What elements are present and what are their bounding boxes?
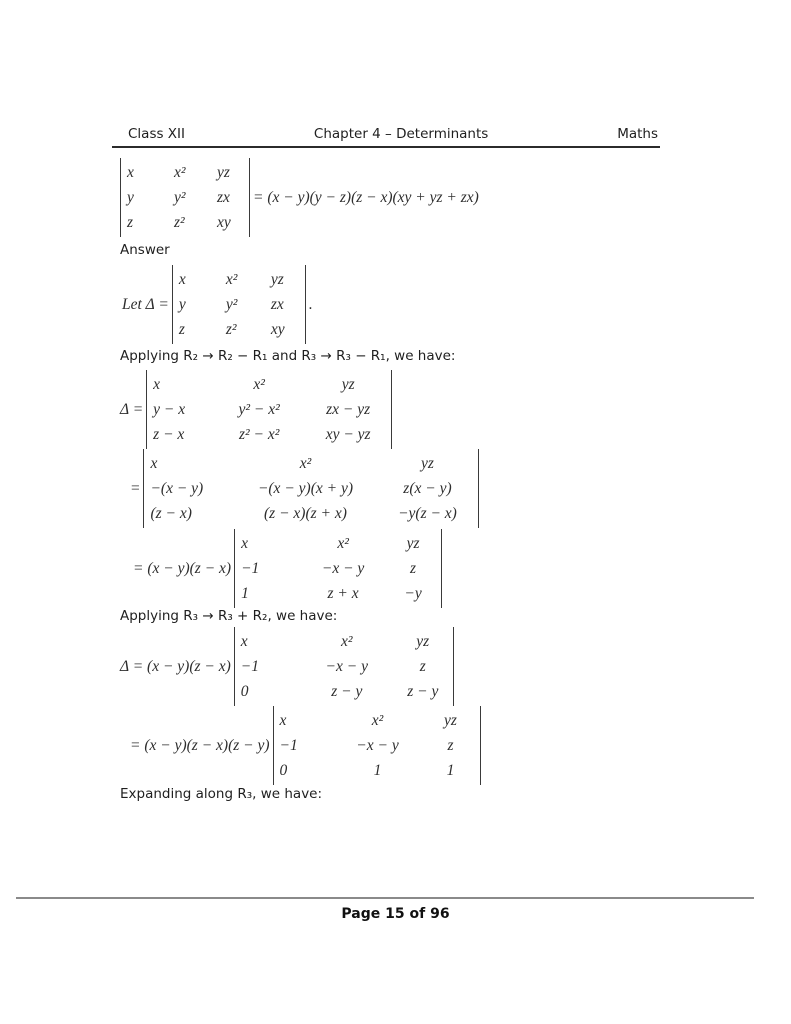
matrix-cell: −(x − y) [150, 480, 204, 497]
matrix-cell: y − x [153, 401, 186, 418]
equation-prefix: = (x − y)(z − x) [133, 559, 232, 577]
equation-prefix: = [130, 479, 141, 497]
matrix-cell: z + x [327, 585, 359, 602]
matrix-cell: xy − yz [325, 426, 371, 443]
matrix-cell: x [178, 271, 186, 288]
matrix-cell: x [240, 633, 248, 650]
determinant-matrix [172, 265, 306, 344]
equation-prefix: Δ = (x − y)(z − x) [120, 657, 231, 675]
matrix-cell: xy [270, 321, 285, 338]
matrix-cell: −x − y [321, 560, 365, 577]
step2-equation [130, 449, 700, 528]
matrix-cell: z [419, 658, 426, 675]
matrix-cell: 1 [373, 762, 382, 779]
page-number: Page 15 of 96 [341, 906, 450, 922]
matrix-cell: y [178, 296, 186, 313]
matrix-cell: x [279, 712, 287, 729]
matrix-cell: z² − x² [238, 426, 280, 443]
matrix-cell: yz [444, 712, 457, 729]
applying-r2-r3-label: Applying R₂ → R₂ − R₁ and R₃ → R₃ − R₁, we have: [120, 348, 456, 364]
matrix-cell: x² [299, 455, 312, 472]
matrix-cell: z − y [407, 683, 439, 700]
matrix-cell: x² [337, 535, 349, 552]
equation-prefix: Let Δ = [122, 295, 169, 313]
matrix-cell: z(x − y) [403, 480, 452, 497]
header-chapter-title: Chapter 4 – Determinants [313, 126, 489, 142]
matrix-cell: z [127, 214, 134, 231]
matrix-cell: x² [341, 633, 353, 650]
page-footer [0, 897, 791, 922]
expanding-label: Expanding along R₃, we have: [120, 786, 323, 802]
matrix-cell: −x − y [325, 658, 368, 675]
matrix-cell: x [127, 164, 134, 181]
matrix-cell: 0 [240, 683, 249, 700]
matrix-cell: −(x − y)(x + y) [257, 480, 353, 497]
matrix-cell: (z − x)(z + x) [264, 505, 347, 522]
matrix-cell: y² [225, 296, 238, 313]
step3-equation [133, 529, 700, 608]
matrix-cell: yz [421, 455, 434, 472]
equation-prefix: = (x − y)(z − x)(z − y) [130, 736, 270, 754]
matrix-cell: yz [270, 271, 284, 288]
matrix-cell: −1 [241, 560, 260, 577]
matrix-cell: yz [341, 376, 355, 393]
matrix-cell: x² [253, 376, 265, 393]
matrix-cell: x [150, 455, 158, 472]
step1-equation [120, 370, 700, 449]
header-class-label: Class XII [128, 126, 186, 142]
matrix-cell: zx [217, 189, 230, 206]
matrix-cell: z − y [331, 683, 363, 700]
step5-equation [130, 706, 700, 785]
answer-label: Answer [120, 242, 170, 258]
matrix-cell: z² [174, 214, 185, 231]
matrix-cell: zx − yz [326, 401, 371, 418]
determinant-matrix [273, 706, 481, 785]
matrix-cell: z [410, 560, 417, 577]
matrix-cell: x [153, 376, 161, 393]
matrix-cell: x² [174, 164, 186, 181]
matrix-cell: yz [406, 535, 420, 552]
matrix-cell: y² − x² [238, 401, 280, 418]
matrix-cell: (z − x) [150, 505, 192, 522]
page-header [112, 126, 660, 148]
matrix-cell: x [241, 535, 248, 552]
determinant-matrix [146, 370, 392, 449]
matrix-cell: z [178, 321, 185, 338]
matrix-cell: −1 [279, 737, 298, 754]
equation-suffix: . [308, 295, 313, 313]
matrix-cell: z² [225, 321, 237, 338]
matrix-cell: −y [404, 585, 422, 602]
matrix-cell: −1 [240, 658, 259, 675]
matrix-cell: 1 [241, 585, 249, 602]
question-equation [120, 158, 700, 237]
let-delta-equation [122, 265, 700, 344]
equation-rhs: = (x − y)(y − z)(z − x)(xy + yz + zx) [253, 188, 479, 206]
header-subject-label: Maths [617, 126, 658, 142]
matrix-cell: −x − y [356, 737, 399, 754]
matrix-cell: z [447, 737, 454, 754]
matrix-cell: x² [225, 271, 238, 288]
determinant-matrix [234, 529, 442, 608]
footer-divider [16, 897, 754, 899]
determinant-matrix [234, 627, 454, 706]
matrix-cell: x² [371, 712, 384, 729]
matrix-cell: y² [174, 189, 186, 206]
matrix-cell: z − x [153, 426, 185, 443]
matrix-cell: zx [270, 296, 284, 313]
matrix-cell: xy [217, 214, 231, 231]
matrix-cell: −y(z − x) [398, 505, 457, 522]
matrix-cell: 1 [446, 762, 455, 779]
equation-prefix: Δ = [120, 400, 144, 418]
matrix-cell: yz [416, 633, 430, 650]
document-body [120, 158, 700, 803]
applying-r3-label: Applying R₃ → R₃ + R₂, we have: [120, 608, 338, 624]
matrix-cell: 0 [279, 762, 288, 779]
step4-equation [120, 627, 700, 706]
determinant-matrix [143, 449, 479, 528]
determinant-matrix [120, 158, 250, 237]
matrix-cell: yz [217, 164, 230, 181]
matrix-cell: y [127, 189, 134, 206]
